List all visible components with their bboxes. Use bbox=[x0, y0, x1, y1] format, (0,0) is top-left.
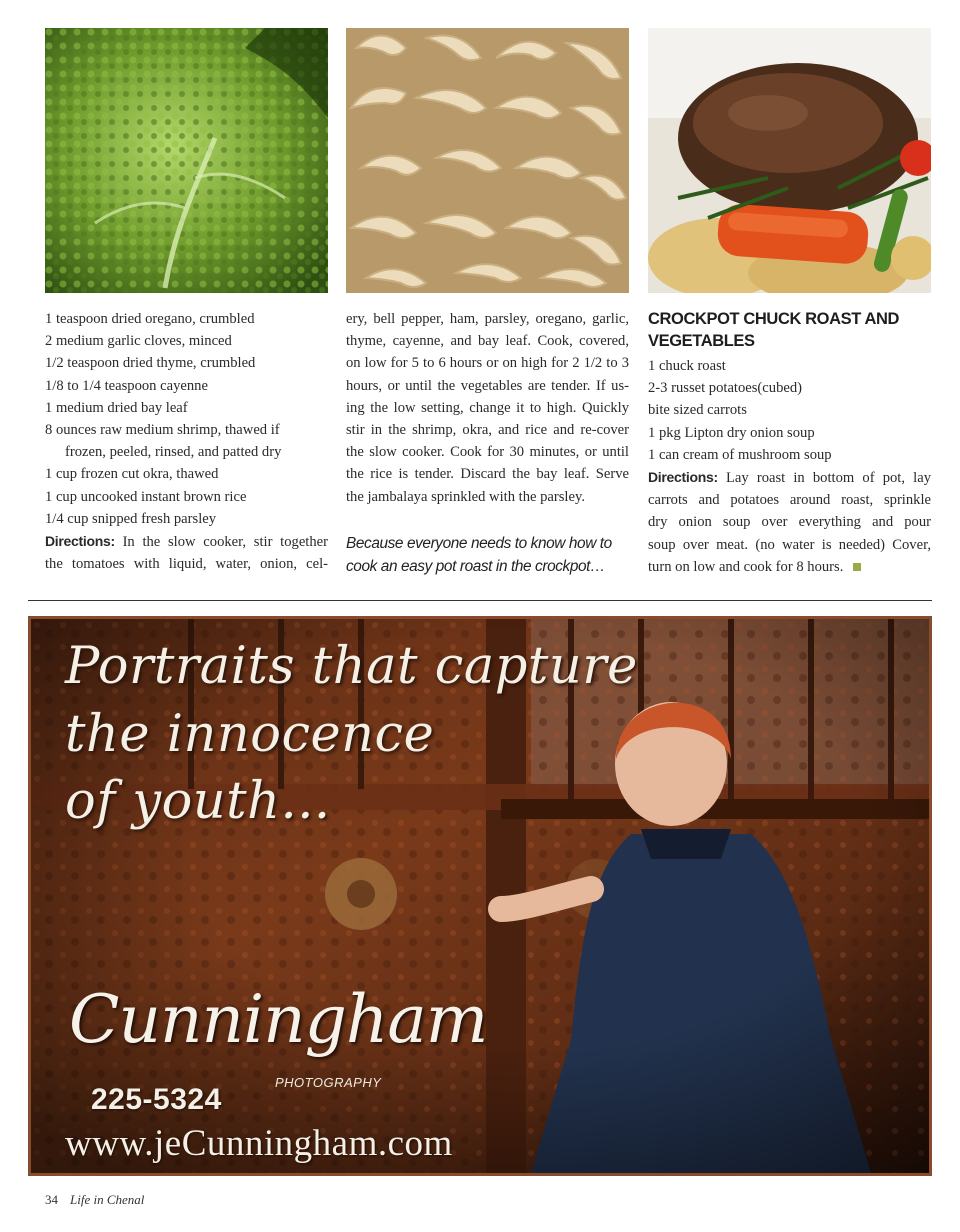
body-line: thyme, cayenne, and bay leaf. Cook, covered, bbox=[346, 333, 629, 350]
directions-label: Directions: bbox=[648, 469, 718, 486]
ingredient-line: 1 can cream of mushroom soup bbox=[648, 446, 832, 463]
roast-recipe-column bbox=[648, 308, 931, 578]
body-line: the slow cooker. Cook for 30 minutes, or until bbox=[346, 444, 629, 461]
page-number: 34 bbox=[45, 1192, 58, 1207]
brand-name: Cunningham bbox=[69, 981, 488, 1058]
directions-label: Directions: bbox=[45, 533, 115, 550]
photography-advertisement bbox=[28, 616, 932, 1176]
cashews-photo bbox=[346, 28, 629, 293]
directions-text: turn on low and cook for 8 hours. bbox=[648, 558, 844, 575]
ad-tagline: the innocence bbox=[65, 705, 435, 764]
section-divider bbox=[28, 600, 932, 601]
ingredient-line: 1 chuck roast bbox=[648, 358, 726, 374]
recipe-title bbox=[648, 308, 931, 352]
ingredient-line: 8 ounces raw medium shrimp, thawed if bbox=[45, 422, 280, 439]
directions-line: soup over meat. (no water is needed) Cover, bbox=[648, 536, 931, 553]
ingredient-line: 1/8 to 1/4 teaspoon cayenne bbox=[45, 377, 208, 394]
end-mark bbox=[853, 563, 861, 571]
ingredient-line: 1/4 cup snipped fresh parsley bbox=[45, 510, 217, 527]
directions-line: dry onion soup over everything and pour bbox=[648, 514, 931, 531]
roast-photo bbox=[648, 28, 931, 293]
ad-phone: 225-5324 bbox=[91, 1083, 222, 1116]
kale-photo bbox=[45, 28, 328, 293]
ingredient-line: 1 teaspoon dried oregano, crumbled bbox=[45, 311, 255, 327]
directions-line: the tomatoes with liquid, water, onion, cel- bbox=[45, 556, 328, 573]
body-line: ery, bell pepper, ham, parsley, oregano, garlic, bbox=[346, 311, 629, 327]
body-line: stir in the shrimp, okra, and rice and re-cover bbox=[346, 422, 629, 439]
ad-tagline: of youth... bbox=[65, 772, 331, 831]
directions-line bbox=[648, 556, 931, 578]
directions-text: Lay roast in bottom of pot, lay bbox=[726, 470, 931, 487]
directions-line: carrots and potatoes around roast, sprinkle bbox=[648, 492, 931, 509]
directions-column bbox=[346, 308, 629, 578]
body-line: the jambalaya sprinkled with the parsley. bbox=[346, 488, 585, 505]
ingredient-line: 1 medium dried bay leaf bbox=[45, 399, 188, 416]
ingredient-line: 2 medium garlic cloves, minced bbox=[45, 333, 232, 350]
ad-url: www.jeCunningham.com bbox=[65, 1123, 453, 1164]
body-line: ing the low setting, change it to high. Quickly bbox=[346, 399, 629, 416]
ingredient-line: 1 pkg Lipton dry onion soup bbox=[648, 424, 815, 441]
ingredient-line: 1 cup frozen cut okra, thawed bbox=[45, 466, 219, 483]
body-line: the rice is tender. Discard the bay leaf. Serve bbox=[346, 466, 629, 483]
pull-quote bbox=[346, 532, 629, 578]
pull-quote-line: cook an easy pot roast in the crockpot… bbox=[346, 557, 606, 575]
ingredient-line: frozen, peeled, rinsed, and patted dry bbox=[65, 444, 282, 461]
body-line: hours, or until the vegetables are tender. If us- bbox=[346, 377, 629, 394]
recipe-title-line: CROCKPOT CHUCK ROAST AND bbox=[648, 310, 900, 328]
brand-subtitle: PHOTOGRAPHY bbox=[275, 1075, 382, 1090]
directions-line bbox=[648, 466, 931, 489]
ingredients-column bbox=[45, 308, 328, 575]
ad-tagline: Portraits that capture bbox=[65, 637, 638, 696]
pull-quote-line: Because everyone needs to know how to bbox=[346, 534, 612, 552]
ingredient-line: 1/2 teaspoon dried thyme, crumbled bbox=[45, 355, 256, 372]
recipe-title-line: VEGETABLES bbox=[648, 332, 755, 350]
directions-line bbox=[45, 530, 328, 553]
directions-text: In the slow cooker, stir together bbox=[122, 534, 328, 551]
ingredient-line: 1 cup uncooked instant brown rice bbox=[45, 488, 247, 505]
ingredient-line: 2-3 russet potatoes(cubed) bbox=[648, 380, 802, 397]
page-footer bbox=[45, 1192, 144, 1208]
magazine-name: Life in Chenal bbox=[70, 1192, 145, 1207]
ingredient-line: bite sized carrots bbox=[648, 402, 747, 419]
body-line: on low for 5 to 6 hours or on high for 2 1/2 to 3 bbox=[346, 355, 629, 372]
